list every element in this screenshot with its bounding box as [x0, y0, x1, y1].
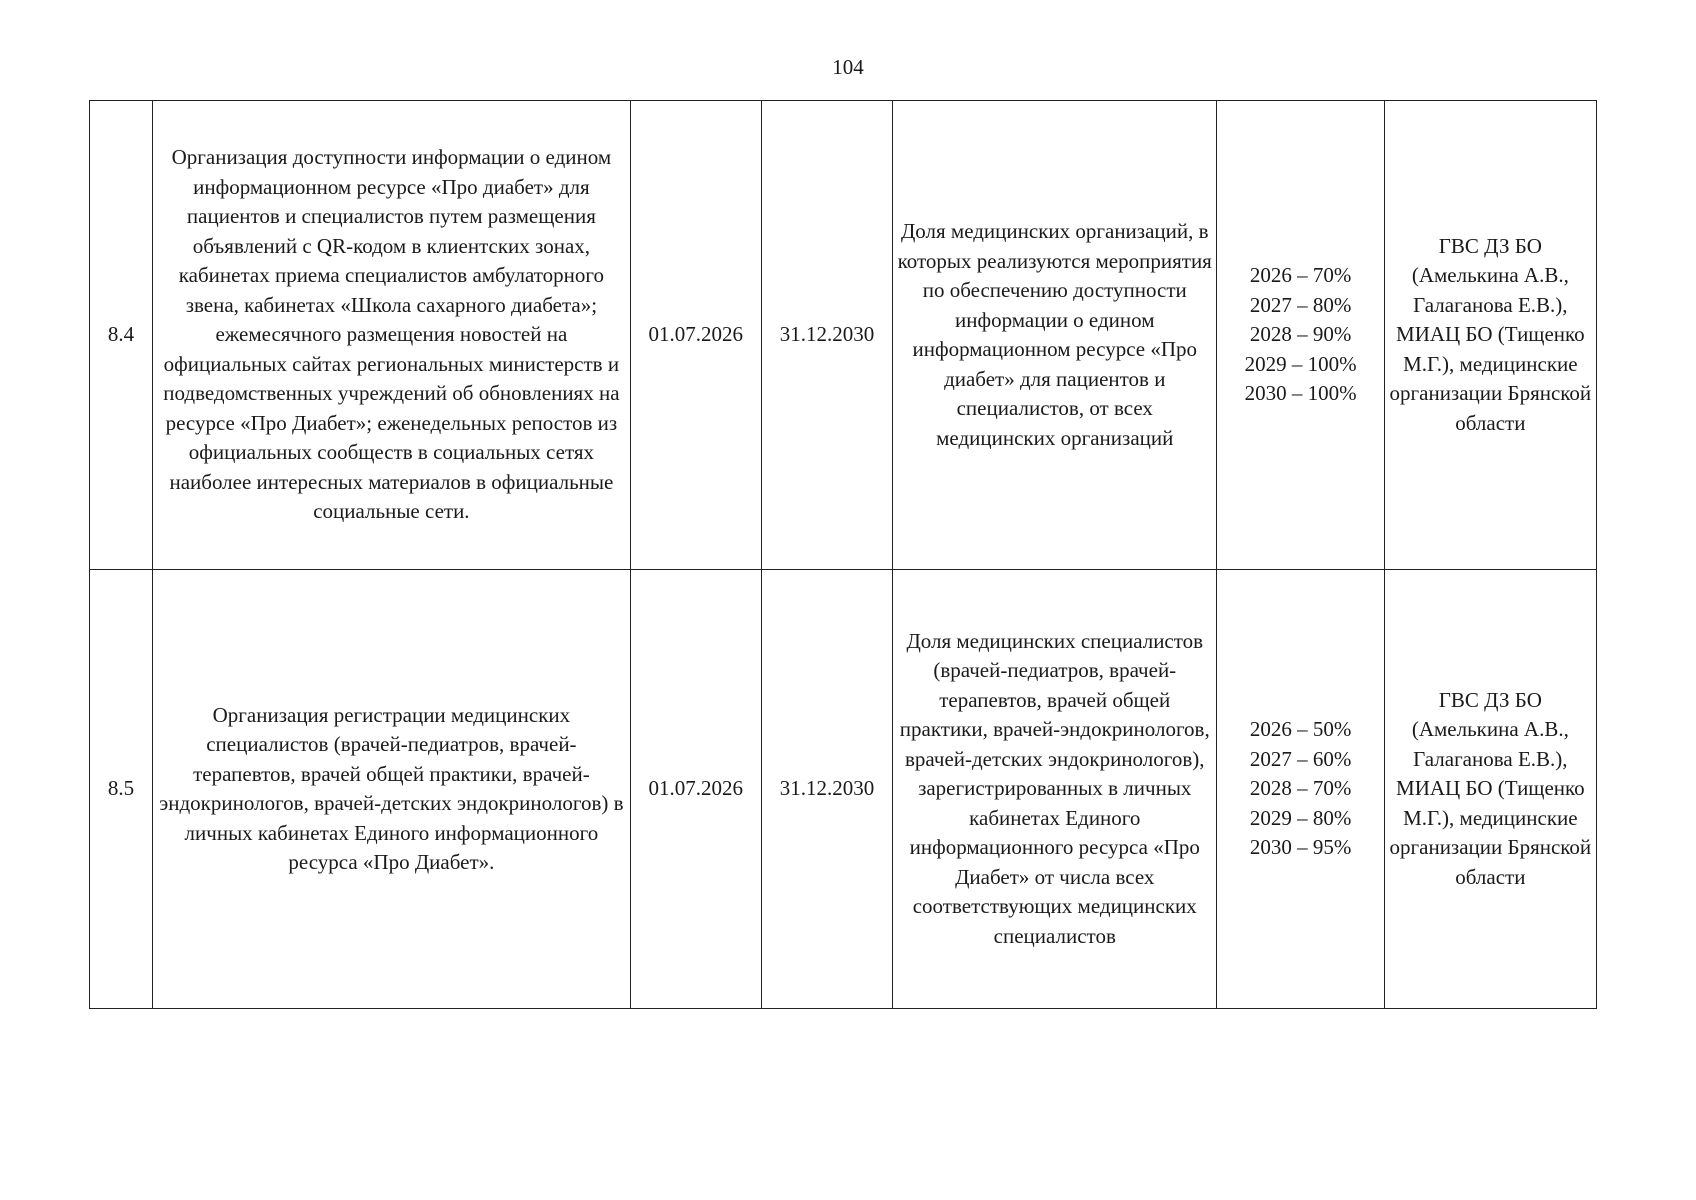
table-row: [90, 570, 1597, 1009]
end-date: 31.12.2030: [761, 570, 892, 1009]
table-row: [90, 101, 1597, 570]
target-value: 2030 – 95%: [1249, 835, 1352, 860]
target-value: 2028 – 90%: [1249, 322, 1352, 347]
activity-description: Организация регистрации медицинских специалистов (врачей-педиатров, врачей-терапевтов, врачей общей практики, врачей-эндокринологов, врачей-детских эндокринологов) в личных кабинетах Единого информационного ресурса «Про Диабет».: [153, 570, 631, 1009]
page-number: 104: [832, 55, 864, 79]
target-value: 2027 – 60%: [1249, 746, 1352, 771]
target-value: 2029 – 100%: [1244, 351, 1357, 376]
start-date: 01.07.2026: [630, 570, 761, 1009]
indicator-description: Доля медицинских специалистов (врачей-педиатров, врачей-терапевтов, врачей общей практики, врачей-эндокринологов, врачей-детских эндокринологов), зарегистрированных в личных кабинетах Единого информационного ресурса «Про Диабет» от числа всех соответствующих медицинских специалистов: [893, 570, 1217, 1009]
target-value: 2030 – 100%: [1244, 381, 1357, 406]
activities-table: [89, 100, 1597, 1009]
start-date: 01.07.2026: [630, 101, 761, 570]
row-number: 8.4: [90, 101, 153, 570]
activity-description: Организация доступности информации о едином информационном ресурсе «Про диабет» для пациентов и специалистов путем размещения объявлений с QR-кодом в клиентских зонах, кабинетах приема специалистов амбулаторного звена, кабинетах «Школа сахарного диабета»; ежемесячного размещения новостей на официальных сайтах региональных министерств и подведомственных учреждений об обновлениях на ресурсе «Про Диабет»; еженедельных репостов из официальных сообществ в социальных сетях наиболее интересных материалов в официальные социальные сети.: [153, 101, 631, 570]
target-value: 2026 – 50%: [1249, 717, 1352, 742]
indicator-description: Доля медицинских организаций, в которых реализуются мероприятия по обеспечению доступности информации о едином информационном ресурсе «Про диабет» для пациентов и специалистов, от всех медицинских организаций: [893, 101, 1217, 570]
end-date: 31.12.2030: [761, 101, 892, 570]
responsible-parties: ГВС ДЗ БО (Амелькина А.В., Галаганова Е.В.), МИАЦ БО (Тищенко М.Г.), медицинские организации Брянской области: [1384, 101, 1596, 570]
responsible-parties: ГВС ДЗ БО (Амелькина А.В., Галаганова Е.В.), МИАЦ БО (Тищенко М.Г.), медицинские организации Брянской области: [1384, 570, 1596, 1009]
target-values: [1217, 101, 1384, 570]
target-value: 2026 – 70%: [1249, 263, 1352, 288]
target-value: 2029 – 80%: [1249, 805, 1352, 830]
target-value: 2027 – 80%: [1249, 292, 1352, 317]
target-value: 2028 – 70%: [1249, 776, 1352, 801]
target-values: [1217, 570, 1384, 1009]
row-number: 8.5: [90, 570, 153, 1009]
